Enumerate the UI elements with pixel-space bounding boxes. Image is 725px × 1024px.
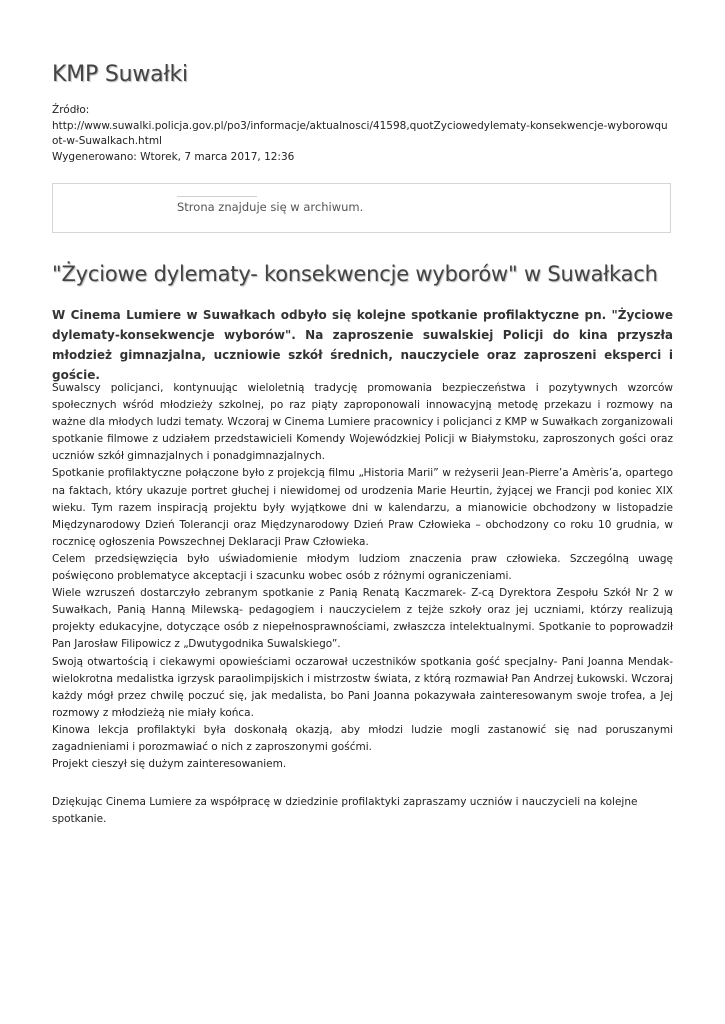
site-title: KMP Suwałki xyxy=(52,62,188,87)
article-paragraph: Swoją otwartością i ciekawymi opowieściami oczarował uczestników spotkania gość specjalny- Pani Joanna Mendak- wielokrotna medalistka igrzysk paraolimpijskich i mistrzostw świata, z którą rozmawiał Pan Andrzej Łukowski. Wczoraj każdy mógł przez chwilę poczuć się, jak medalista, bo Pani Joanna pokazywała zainteresowanym swoje trofea, a Jej rozmowy z młodzieżą nie miały końca. xyxy=(52,655,673,719)
article-paragraph: Suwalscy policjanci, kontynuując wieloletnią tradycję promowania bezpieczeństwa i pozytywnych wzorców społecznych wśród młodzieży szkolnej, po raz piąty zaproponowali innowacyjną metodę przekazu i rozmowy na ważne dla młodych ludzi tematy. Wczoraj w Cinema Lumiere pracownicy i policjanci z KMP w Suwałkach zorganizowali spotkanie filmowe z udziałem przedstawicieli Komendy Wojewódzkiej Policji w Białymstoku, zaproszonych gości oraz uczniów szkół gimnazjalnych i ponadgimnazjalnych. xyxy=(52,382,673,463)
article-body xyxy=(52,380,673,773)
archive-notice xyxy=(52,183,671,233)
article-paragraph: Wiele wzruszeń dostarczyło zebranym spotkanie z Panią Renatą Kaczmarek- Z-cą Dyrektora Zespołu Szkół Nr 2 w Suwałkach, Panią Hanną Milewską- pedagogiem i nauczycielem z tejże szkoły oraz jej uczniami, którzy realizują projekty edukacyjne, dotyczące osób z niepełnosprawnościami, zwłaszcza intelektualnymi. Spotkanie to poprowadził Pan Jarosław Filipowicz z „Dwutygodnika Suwalskiego”. xyxy=(52,587,673,651)
source-url: http://www.suwalki.policja.gov.pl/po3/informacje/aktualnosci/41598,quotZyciowedylematy-konsekwencje-wyborowquot-w-Suwalkach.html xyxy=(52,119,668,147)
article-closing: Dziękując Cinema Lumiere za współpracę w dziedzinie profilaktyki zapraszamy uczniów i nauczycieli na kolejne spotkanie. xyxy=(52,796,638,825)
article-paragraph: Celem przedsięwzięcia było uświadomienie młodym ludziom znaczenia praw człowieka. Szczególną uwagę poświęcono problematyce akceptacji i szacunku wobec osób z różnymi ograniczeniami. xyxy=(52,552,673,583)
source-label: Źródło: xyxy=(52,104,90,116)
archive-notice-text: Strona znajduje się w archiwum. xyxy=(177,200,364,214)
article-paragraph: Projekt cieszył się dużym zainteresowaniem. xyxy=(52,758,287,771)
article-lead: W Cinema Lumiere w Suwałkach odbyło się kolejne spotkanie profilaktyczne pn. "Życiowe dylematy-konsekwencje wyborów". Na zaproszenie suwalskiej Policji do kina przyszła młodzież gimnazjalna, uczniowie szkół średnich, nauczyciele oraz zaproszeni eksperci i goście. xyxy=(52,308,673,382)
article-title: "Życiowe dylematy- konsekwencje wyborów" w Suwałkach xyxy=(52,262,658,286)
article-paragraph: Spotkanie profilaktyczne połączone było z projekcją filmu „Historia Marii” w reżyserii Jean-Pierre’a Amèris’a, opartego na faktach, który ukazuje portret głuchej i niewidomej od urodzenia Marie Heurtin, żyjącej we Francji pod koniec XIX wieku. Tym razem inspiracją projektu były wyjątkowe dni w kalendarzu, a mianowicie obchodzony w listopadzie Międzynarodowy Dzień Tolerancji oraz Międzynarodowy Dzień Praw Człowieka – obchodzony co roku 10 grudnia, w rocznicę ogłoszenia Powszechnej Deklaracji Praw Człowieka. xyxy=(52,467,673,548)
article-paragraph: Kinowa lekcja profilaktyki była doskonałą okazją, aby młodzi ludzie mogli zastanowić się nad poruszanymi zagadnieniami i porozmawiać o nich z zaproszonymi gośćmi. xyxy=(52,723,673,753)
document-meta xyxy=(52,103,673,165)
archive-divider xyxy=(177,196,257,197)
generated-date: Wygenerowano: Wtorek, 7 marca 2017, 12:36 xyxy=(52,150,295,163)
